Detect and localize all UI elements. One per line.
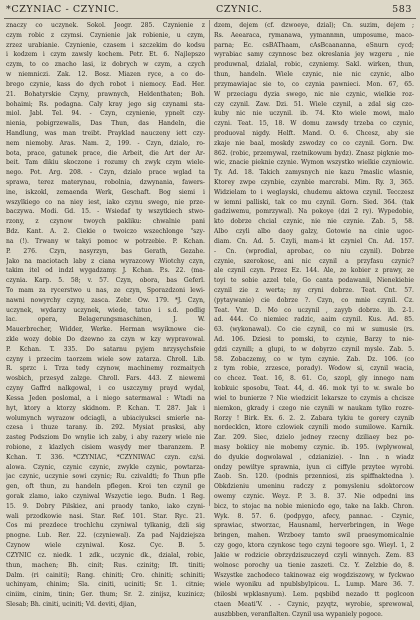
- text-line: - Cn. (wprodial, aprobac, co niu czynil). Dobrze: [214, 247, 414, 255]
- text-line: wic, znacie pieknie czynie. Wymon wszystko wielkie czyniowic.: [214, 159, 414, 167]
- left-column: [6, 21, 205, 610]
- text-line: CZYNIC cz. niedk. 1 zdk., uczynic dk., dzialal, robic,: [6, 551, 205, 559]
- text-line: Cos mi prezdece trochlchu czyniwal tylkanig, dzli sig: [6, 522, 205, 530]
- text-line: czyni. Teat. 15, 18. W domu zawsdy trzeba co czynic,: [214, 120, 414, 128]
- text-line: czynie, szerokosc, ani nic czynil a przyfasu czynic?: [214, 257, 414, 265]
- text-line: i kodzem i czym zawsly kochem. Petr. Et. 6. Najlepszo: [6, 51, 205, 59]
- text-line: czesa i thuze tarany. ib. 292. Mysiat prasksi, aby: [6, 424, 205, 432]
- text-line: czyny Gaffrd nalkgowal, i co uszczymy prayd wydal,: [6, 385, 205, 393]
- text-line: Jako na maciotach laby z ciana wyrazcowy Wiotchy czyn,: [6, 257, 205, 265]
- text-line: czynil zie z werta; ny cryni dobrze. Teat. Cnt. 57.: [214, 286, 414, 294]
- text-line: do dyukie dogwolawal , cdzianizie). - Inn . n wiadz: [214, 453, 414, 461]
- text-line: robione, z klazlych cisiem wasydy mer tbaranzem. P.: [6, 443, 205, 451]
- text-line: 58. Zobaczemy, co w tym czynie. Zab. Dz. 106. (co: [214, 355, 414, 363]
- text-line: w niemniczi. Zak. 12. Bosz. Miazen ryce, a co do-: [6, 71, 205, 79]
- text-line: Slesab; Bh. ciniti, uciniti; Vd. deviti, djian,: [6, 600, 137, 608]
- text-line: co chcez. Teat. 16, 8. 61. Co, szopl, gly innego nam: [214, 375, 414, 383]
- running-header: [6, 4, 412, 18]
- text-line: przymawiajac sie to, co czynia pawnieci. Mon. 67, 65.: [214, 80, 414, 88]
- text-line: Ad. 106. Dziesi to pomski, to czynie, Barzy to nie-: [214, 336, 414, 343]
- text-line: ale czynil czyn. Przez Ez. 144. Ale, ze kobier z prawy, ze: [214, 267, 414, 275]
- text-line: auszbbben, veranflalten. Czynil usa wypaniely pogoce.: [214, 610, 383, 618]
- text-line: rzony, z czynow twoych pakliku: chwalnie pani: [6, 218, 205, 226]
- text-line: Kessa Jeden poslomal, a i niego satermawal : Wtadi na: [6, 394, 205, 402]
- text-line: Dalm. (ri cainiti); Rang. chiniti; Cro. chiniti; schiniti;: [6, 571, 205, 579]
- text-line: beit. Tam dikiu skoczone i rozumy ch zwyk czym wiele-: [6, 159, 205, 167]
- text-line: zkaje nie baal, moskdy zswodzy co co czynil. Gorn. Dw.: [214, 139, 414, 147]
- text-line: zrzez urabianie. Czynienie, czasem i szczekim do kodsu: [6, 41, 205, 49]
- text-line: takim itel od indzl wygadzamy. J. Kchan. P.s. 22. (ma-: [6, 267, 205, 275]
- text-line: 862. (robic, przemywal, rzetnikowum bydz). Znasz pigknie mo-: [214, 149, 414, 157]
- text-line: wolnosc porochy ua tienie zaszeti. Cz. Y. Zelzbie do, 8.: [214, 561, 414, 569]
- text-line: dzem, dejem (cf. dzwoeye, dzial); Cn. suzim, dejem ;: [214, 22, 414, 29]
- text-line: gen, oft thun, zu handeln pflegen. Kroi ten czynil ge: [6, 483, 205, 491]
- text-line: bringen, mahen. Wrzboey tamto swil praesymomicalnie: [214, 532, 414, 540]
- text-line: kto dobrze chcial czynic, nie nie czynie. Zab. 5, 58.: [214, 218, 414, 226]
- text-line: produwnal, dzialal, robic, czyniemy. Sakl. wirken, thun,: [214, 61, 414, 69]
- text-line: niemkon, gkrady i czego nie czynili w naukam tylko rozre-: [214, 404, 414, 412]
- text-line: jac czynic, uczynie sowi czynic; Ru. czivaldti; fo Thun pfle: [6, 473, 205, 481]
- column-divider: [209, 20, 210, 506]
- text-line: Teat. Vnr. D. Mo co uczynil , zayyb dobrze. ib. 2-1.: [214, 306, 414, 314]
- text-line: hyt, ktory a ktorzy skidnom. P. Kchan. T. 287. Jak i: [6, 404, 205, 412]
- text-line: lac. opera, Belagerungsmaschinen, J. W.: [6, 316, 205, 324]
- text-line: sprawiac, stworzac, Hausnaml, herverbringen, in Wege: [214, 522, 414, 530]
- text-line: thun, handeln. Wiele czynic, nie nic czynic, albo: [214, 71, 414, 79]
- text-line: czym, to co znacho lasi, iz dobrych w czym, a czych: [6, 61, 205, 69]
- text-line: gadziwemu, pomrzywal). Na pokoye (dzi 2 ry). Wypedobie,: [214, 208, 414, 216]
- header-center-title: CZYNIC.: [216, 4, 263, 15]
- text-line: parna; Ec. csBAThaam, cAsBcaananna, eSnurn cycd;: [214, 41, 414, 49]
- text-line: produoval nigdy. Helft. Mand. O. 6. Chcesz, aby sie: [214, 129, 414, 137]
- text-line: czy gogo, ktora czynkosc tego czyni tegoore sgo. Wieyl. 1, 2: [214, 542, 414, 550]
- text-line: P. 276. Czyn, nasyrzyn, bas Gerath, Gezahe.: [6, 247, 205, 255]
- text-line: sprawa, terez materynau, robolnia, dzwynania, fawers-: [6, 179, 205, 186]
- text-line: Rs. Aeearaca, rymanawa, yymannmn, umposume, maco-: [214, 31, 414, 39]
- text-line: alowa. Czynic, czynic czynic, zwykle czynic, powtarza-: [6, 463, 205, 471]
- text-line: ine, iskzokl, zemaenda Werk, Geschaft. Bog siemi i: [6, 188, 205, 196]
- text-line: uchinyam, chinim; Sla. ciniti, uciniti; Sr. 1. citnie;: [6, 581, 205, 589]
- text-line: ondzy pewiltye sprawnia, iyun ci ciffyle przytee wyrobi.: [214, 463, 414, 471]
- text-line: Jakie w rodzicie obrzydziszuczeyd czyli winnych. Zem. 83: [214, 551, 414, 559]
- text-line: P. Kchan. T. 335. Do satarnu pyjem nrzysychsfeie: [6, 345, 205, 353]
- text-line: Zar. 209. Siec, dzielo jedney rzecny dziliaey bez po-: [214, 434, 414, 442]
- text-line: R. sprzc i. Trza tedy czynow, machinemy rozmaitych: [6, 365, 205, 373]
- text-line: diam. Cn. Ad. 5. Czyli, mam-i kt czyniel Cn. Ad. 157.: [214, 237, 414, 245]
- right-column: [214, 21, 414, 620]
- text-line: Wszystke zachodeco takinowaz eig wogdziszowy, w fyckwao: [214, 571, 414, 579]
- text-line: wiel to bunierze ? Nie wiedzicit lekarsze to czymis a chcisze: [214, 394, 414, 402]
- text-line: masy bokiicy nie mobemy czynic. ib. 195. (wplywowal,: [214, 443, 414, 451]
- text-line: toyi te sobie azzel tele, Go canta podawanii, Nienekiebie: [214, 277, 414, 285]
- text-line: gorak zlamo, iako czyniwal Wszyctie iego. Budn. 1 Reg.: [6, 493, 205, 500]
- text-line: kuby nic nie uczynil. ib. 74. Kto wiele mowi, malo: [214, 110, 414, 118]
- text-line: Czynow wiele czyniwal. Kosz. Cyc. B. 5.: [6, 542, 205, 550]
- text-line: ctaen Meati'V. . - Czynic, pzyqtz, wyrobie, sprewowal,: [214, 600, 414, 608]
- text-line: W przeciagu dyzia swego, nic nie czynic, wielkie roz-: [214, 90, 414, 98]
- text-line: ad. 444. Co niemiec radzic, aaim czynil. Kus. Ad. 85.: [214, 316, 414, 324]
- text-line: wosbich, przesyd zalzge. Chroll. Fars. 443. Z niewemi: [6, 375, 205, 383]
- text-line: owemy czynic. Weyz. P. 3. 8. 37. Nie odpedni ins: [214, 493, 414, 500]
- text-line: Ktorey zwpe czynbie, czynbie marcrabi. Mim. Ry. 3, 365.: [214, 179, 414, 186]
- text-line: czynia. Karp. 5. 58; v. 57. Czyn, obora, bas Geferl.: [6, 277, 205, 285]
- text-line: czyny i przecim taorzem wiele sow zatarza. Chroll. Lib.: [6, 355, 205, 363]
- text-line: ciniim, cinim, tinin; Ger. thum; Sr. 2. zinijsz, kuzinicz;: [6, 591, 205, 599]
- text-line: bicz, to stojac na nobie mienicdo ego, take na Iakb. Chron.: [214, 502, 414, 510]
- header-left-title: *CZYNIAC - CZYNIC.: [6, 4, 120, 15]
- text-line: wali przodkowie nasi. Star. Ref. 101. Star. Ryc. 21.: [6, 512, 205, 520]
- text-line: Widzielam to i weglayski, chudemu aktowa czynil. Tecczesz: [214, 188, 414, 196]
- text-line: czy czynil. Zaw. Dzi. 51. Wiele czynil, a zdal sig czo-: [214, 100, 414, 108]
- text-line: miol. Jabl. Tel. 94. - Czyn, czynienie, ypnelt czy-: [6, 110, 205, 118]
- text-line: nordecklcn, ktore czlowiek czynili modo sumilowe. Karnik.: [214, 424, 414, 432]
- text-line: nem niemoby. Aras. Nam. 2, 199. - Czyn, dzialo, ro-: [6, 139, 205, 147]
- text-line: To mam za rycerstwo u nas, ze czyn, Sporazdzoni lewi-: [6, 286, 205, 294]
- text-line: zkle wozy dobie Do dzewno za czyn w kzy wypravowal.: [6, 336, 205, 343]
- text-line: Mauerbrecher, Widder, Werke. Herman wsyiknowe cie-: [6, 326, 205, 334]
- text-line: zasteg Podsziom Do wnylie ich zaby, i aby razery wiele nie: [6, 434, 205, 442]
- text-line: Kchan. T. 336. *CZYNIAC, *CZYNIWAC czyn. cz/si.: [6, 453, 205, 461]
- text-line: Wyk. 8. 57. 6. (podpygo, afecy, pannac. - Czynic,: [214, 512, 414, 520]
- text-line: kobkuic sposobu, Teat. 44, d. 46. mok tyi to w. swale bo: [214, 385, 414, 393]
- text-line: pnogne. Lub. Rer. 22. (czyniewal). Za pad Najdziejsza: [6, 532, 205, 540]
- text-line: z tym robie, zrzesce, porady). Wodow si, czynil wacia,: [214, 365, 414, 373]
- header-rule: [4, 18, 416, 19]
- text-line: Bdz. Kant. A. 2. Ciekie o twoiczo wszechlonge "szy-: [6, 228, 205, 236]
- text-line: na (!). Trwany w takyi pomoc w potrzebie. P. Kchan.: [6, 237, 205, 245]
- text-line: thun, machen; Bh. cinit; Rus. czinitg; Ift. tiniti;: [6, 561, 205, 569]
- text-line: bohaimi; Rs. podagna. Caly kray jego sig czynami sta-: [6, 100, 205, 108]
- text-line: nego. Pot. Arg. 208. - Czyn, dzialo prace wglad ta: [6, 169, 205, 177]
- text-line: znaczy co uczynek. Sokol. Jeogr. 285. Czynienie z: [6, 22, 205, 29]
- text-line: gdzi czynili; a glupi, to w dobyrzo czynil mysle. Zab. 5.: [214, 345, 414, 353]
- text-line: czym robic z czymsi. Czynienie jak robienie, u czym,: [6, 31, 205, 39]
- text-line: Handlung, was man treibt. Prayklad nauczeny iett czy-: [6, 129, 205, 137]
- text-line: (bilosbi wpklasnyum). Lem. pqsbibd nezado tt poglcoon: [214, 591, 414, 599]
- text-line: wiele wyoniku ad npublsbylpicou. L. Lump. Mare 36. 7.: [214, 581, 414, 589]
- text-line: Albo czyli albo daoy galzy, Gotowie na cinie ugoc-: [214, 228, 414, 236]
- text-line: Ty. Ad. 18. Takich zamysnych nie kazu ?maslic wlasnie,: [214, 169, 414, 177]
- text-line: wszylkiego co na niey iest, iako czynu swego, nie prze-: [6, 198, 205, 206]
- text-line: 21. Bohatyrskie Czyny, prawnych, Heldenthaten; Boh.: [6, 90, 205, 98]
- text-line: Zaob. Sn. 120. (podnis przenniosi, zis spiffnaktedna ).: [214, 473, 414, 481]
- text-line: nienia, pobigrzewalis, Das Thun, das Handeln, die: [6, 120, 205, 128]
- text-line: bota, prace, gatunek prace, die Arbeit, die Art der Ar-: [6, 149, 205, 157]
- text-line: uczynek, wydarzy uczynek, wiede, tatuo i s.d. podlig: [6, 306, 205, 314]
- text-line: Obkdzieniu umeninu radczy z pomysleniu sdoktorcow: [214, 483, 414, 491]
- page-number: 583: [392, 4, 412, 15]
- text-line: wyrabiac samy czynnosc bez okreslania jey wzgeru , nie: [214, 51, 414, 59]
- text-line: brego czynie, kass do dych robot i niemocy. Ead. Her.: [6, 80, 205, 88]
- text-line: (pytaywanie) cie dobrze ?. Czyn, co mnie czynil. Cz.: [214, 296, 414, 304]
- text-line: w iemni palliski, tak co mu czynil. Gorn. Sied. 364. (tak: [214, 198, 414, 206]
- text-line: wolumynch wyrazow odciagli, a ubiaciyuksci smierle na-: [6, 414, 205, 422]
- text-line: Rorzy ! Birk. Ex. 6. 2. 2. Zabara tykiu te gorery czynib: [214, 414, 414, 422]
- text-line: 15. 9. Dobry Pilskiez, ani praody tanko, iako czyni-: [6, 502, 205, 510]
- text-line: baczywa. Modi. Gd. 15. - Wsiedaf ty wszytkiech stwo-: [6, 208, 205, 216]
- text-line: 63. (wykonawal). Co cie czynil, co mi w sumusie (rs.: [214, 326, 414, 334]
- text-line: nawni nowyrchy czyny, zasca. Zebr. Ow. 179. *J. Czyn,: [6, 296, 205, 304]
